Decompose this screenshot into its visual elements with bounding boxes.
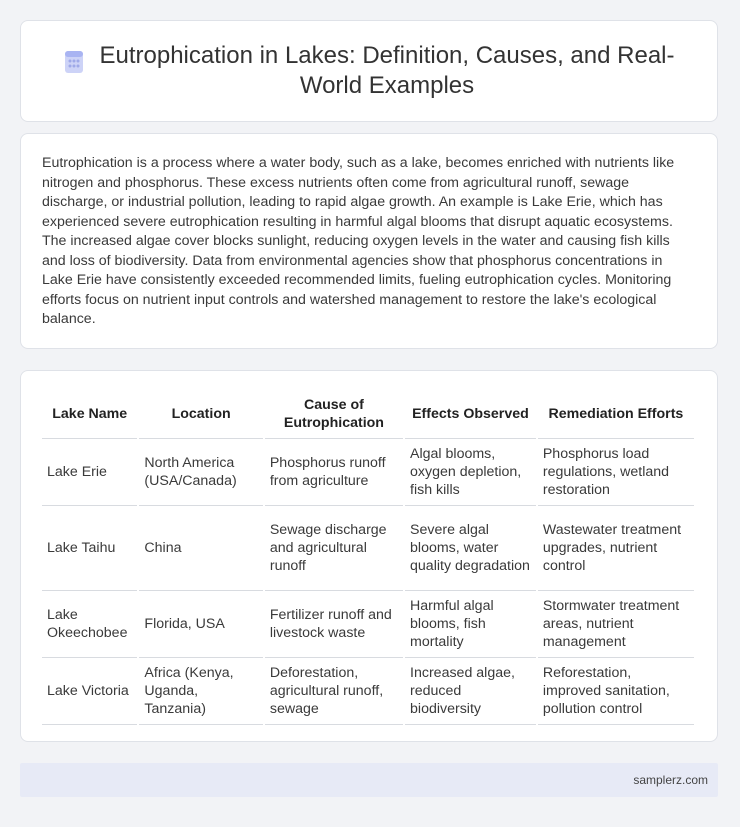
- table-cell: China: [139, 506, 262, 591]
- column-header: Effects Observed: [405, 391, 536, 439]
- column-header: Cause of Eutrophication: [265, 391, 403, 439]
- table-cell: Wastewater treatment upgrades, nutrient control: [538, 506, 694, 591]
- column-header: Lake Name: [42, 391, 137, 439]
- table-cell: Phosphorus runoff from agriculture: [265, 439, 403, 506]
- table-row: [42, 591, 694, 658]
- table-cell: Stormwater treatment areas, nutrient management: [538, 591, 694, 658]
- table-cell: Sewage discharge and agricultural runoff: [265, 506, 403, 591]
- table-cell: Harmful algal blooms, fish mortality: [405, 591, 536, 658]
- table-cell: Reforestation, improved sanitation, pollution control: [538, 658, 694, 725]
- title-card: [20, 20, 718, 122]
- table-cell: Phosphorus load regulations, wetland restoration: [538, 439, 694, 506]
- table-cell: Deforestation, agricultural runoff, sewage: [265, 658, 403, 725]
- table-cell: Increased algae, reduced biodiversity: [405, 658, 536, 725]
- table-cell: Lake Okeechobee: [42, 591, 137, 658]
- table-cell: Severe algal blooms, water quality degradation: [405, 506, 536, 591]
- table-cell: Lake Taihu: [42, 506, 137, 591]
- table-row: [42, 658, 694, 725]
- footer-site-link[interactable]: samplerz.com: [633, 773, 708, 787]
- intro-card: [20, 133, 718, 349]
- table-cell: Florida, USA: [139, 591, 262, 658]
- intro-paragraph: Eutrophication is a process where a water body, such as a lake, becomes enriched with nutrients like nitrogen and phosphorus. These excess nutrients often come from agricultural runoff, sewage discharge, or industrial pollution, leading to rapid algae growth. An example is Lake Erie, which has experienced severe eutrophication resulting in harmful algal blooms that disrupt aquatic ecosystems. The increased algae cover blocks sunlight, reducing oxygen levels in the water and causing fish kills and loss of biodiversity. Data from environmental agencies show that phosphorus concentrations in Lake Erie have consistently exceeded recommended limits, fueling eutrophication cycles. Monitoring efforts focus on nutrient input controls and watershed management to restore the lake's ecological balance.: [42, 155, 675, 327]
- table-cell: Lake Victoria: [42, 658, 137, 725]
- document-icon: [61, 49, 87, 75]
- table-cell: North America (USA/Canada): [139, 439, 262, 506]
- page-title: Eutrophication in Lakes: Definition, Causes, and Real-World Examples: [99, 42, 675, 99]
- footer-bar: [20, 763, 718, 797]
- column-header: Remediation Efforts: [538, 391, 694, 439]
- table-row: [42, 506, 694, 591]
- table-cell: Lake Erie: [42, 439, 137, 506]
- lakes-table: [40, 391, 696, 725]
- table-header-row: [42, 391, 694, 439]
- table-cell: Africa (Kenya, Uganda, Tanzania): [139, 658, 262, 725]
- table-cell: Algal blooms, oxygen depletion, fish kills: [405, 439, 536, 506]
- table-card: [20, 370, 718, 742]
- table-cell: Fertilizer runoff and livestock waste: [265, 591, 403, 658]
- column-header: Location: [139, 391, 262, 439]
- table-row: [42, 439, 694, 506]
